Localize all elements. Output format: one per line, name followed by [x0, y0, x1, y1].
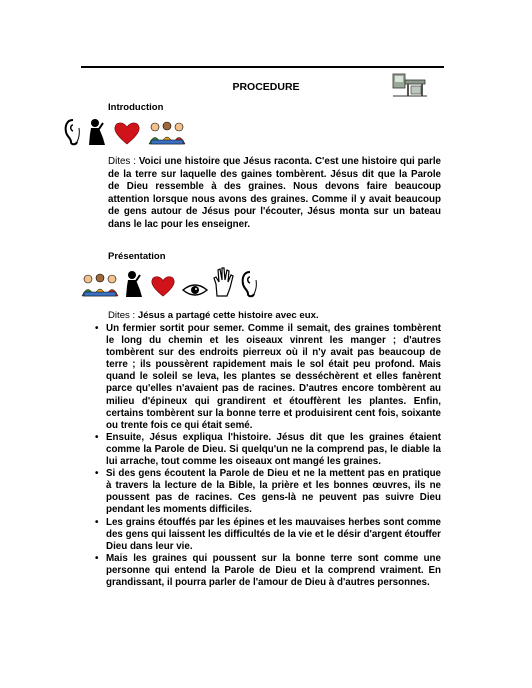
- ear-icon: [240, 270, 260, 298]
- list-item: [94, 323, 441, 432]
- bullet-icon: •: [95, 431, 99, 443]
- bullet-icon: •: [95, 516, 99, 528]
- list-item-text: Si des gens écoutent la Parole de Dieu et ne la mettent pas en pratique à travers la lecture de la Bible, la prière et les bonnes œuvres, ils ne poussent pas de racines. Ces gens-là ne peuvent pas suivre Dieu pendant les moments difficiles.: [106, 468, 441, 516]
- group-of-children-icon: [80, 272, 120, 298]
- eye-icon: [182, 282, 208, 298]
- presentation-label: Dites :: [108, 310, 138, 321]
- page-title: PROCEDURE: [232, 81, 300, 93]
- heart-icon: [150, 274, 176, 298]
- list-item: [94, 553, 441, 589]
- presentation-icons: [80, 266, 260, 298]
- list-item-text: Les grains étouffés par les épines et les mauvaises herbes sont comme des gens qui laissent les difficultés de la vie et le désir d'argent étouffer Dieu dans leur vie.: [106, 516, 441, 552]
- bullet-icon: •: [95, 323, 99, 334]
- hand-icon: [212, 266, 234, 298]
- introduction-label: Dites :: [108, 156, 139, 167]
- list-item: [94, 517, 441, 553]
- group-of-children-icon: [147, 120, 187, 146]
- list-item: [94, 468, 441, 516]
- introduction-paragraph: [108, 156, 441, 232]
- praying-person-icon: [124, 270, 144, 298]
- story-bullet-list: [94, 323, 441, 589]
- presentation-lead-text: Jésus a partagé cette histoire avec eux.: [137, 310, 319, 321]
- list-item-text: Ensuite, Jésus expliqua l'histoire. Jésus dit que les graines étaient comme la Parole de Dieu. Si quelqu'un ne la comprend pas, le diable la lui arrache, tout comme les oiseaux ont mangé les graines.: [106, 431, 441, 468]
- introduction-heading: Introduction: [108, 102, 164, 113]
- bullet-icon: •: [95, 552, 99, 564]
- list-item-text: Mais les graines qui poussent sur la bonne terre sont comme une personne qui entend la Parole de Dieu et la comprend vraiment. En grandissant, il pourra parler de l'amour de Dieu à d'autres personnes.: [106, 552, 441, 588]
- list-item: [94, 432, 441, 468]
- heart-icon: [113, 120, 141, 146]
- ear-icon: [63, 118, 83, 146]
- introduction-text: Voici une histoire que Jésus raconta. C'est une histoire qui parle de la terre sur laquelle des gaines tombèrent. Jésus dit que la Parole de Dieu ressemble à des graines. Nous devons faire beaucoup attention lorsque nous avons des graines. Comme il y avait beaucoup de gens autour de Jésus pour l'écouter, Jésus monta sur un bateau dans le lac pour les enseigner.: [108, 156, 441, 230]
- praying-person-icon: [87, 118, 107, 146]
- presentation-lead: [108, 310, 441, 323]
- presentation-heading: Présentation: [108, 251, 166, 262]
- list-item-text: Un fermier sortit pour semer. Comme il semait, des graines tombèrent le long du chemin et les oiseaux vinrent les manger ; d'autres tombèrent sur des endroits pierreux où il n'y avait pas beaucoup de terre ; ils poussèrent rapidement mais le sol était peu profond. Mais quand le soleil se leva, les plantes se desséchèrent et elles fanèrent parce qu'elles n'avaient pas de racines. D'autres encore tombèrent au milieu d'épineux qui grandirent et étouffèrent les plantes. Enfin, certains tombèrent sur la bonne terre et produisirent cent fois, soixante ou trente fois ce qui était semé.: [106, 323, 441, 431]
- bullet-icon: •: [95, 468, 99, 480]
- top-rule: [81, 66, 444, 68]
- introduction-icons: [63, 118, 187, 146]
